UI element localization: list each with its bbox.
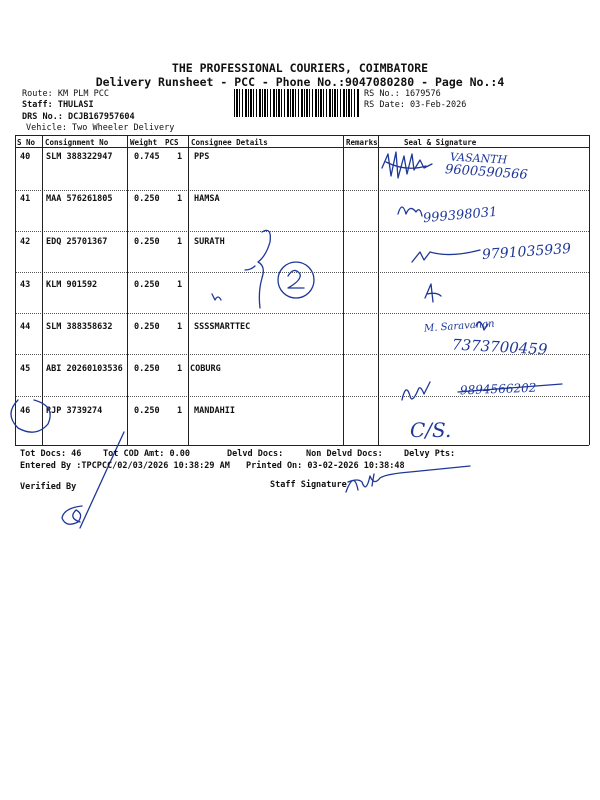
bracket-mark (258, 230, 270, 308)
row-sno: 41 (20, 194, 31, 204)
verified-signature (62, 506, 82, 524)
row-weight: 0.250 (134, 280, 160, 290)
total-cod: Tot COD Amt: 0.00 (103, 449, 190, 459)
row-consignment: EDQ 25701367 (46, 237, 108, 247)
row-consignment: MAA 576261805 (46, 194, 113, 204)
row-divider (15, 190, 589, 191)
handwritten-name: VASANTH (449, 150, 508, 167)
delivery-points: Delvy Pts: (404, 449, 456, 459)
col-header-seal: Seal & Signature (404, 138, 477, 147)
col-header-remarks: Remarks (346, 138, 378, 147)
row-sno: 43 (20, 280, 31, 290)
vehicle-label: Vehicle: Two Wheeler Delivery (26, 123, 175, 133)
printed-on: Printed On: 03-02-2026 10:38:48 (246, 461, 405, 471)
runsheet-subtitle: Delivery Runsheet - PCC - Phone No.:9047080280 - Page No.:4 (95, 75, 505, 89)
row-pcs: 1 (177, 322, 183, 332)
row-pcs: 1 (177, 406, 183, 416)
col-border (589, 135, 590, 445)
row-weight: 0.250 (134, 194, 160, 204)
row-divider (15, 231, 589, 232)
col-border (343, 135, 344, 445)
barcode (234, 89, 360, 117)
table-top-border (15, 135, 589, 136)
signature-scribble (425, 284, 441, 302)
bracket-mark (245, 266, 255, 270)
row-consignment: SLM 388322947 (46, 152, 113, 162)
handwritten-phone: 7373700459 (451, 335, 548, 359)
row-divider (15, 396, 589, 397)
row-consignment: KLM 901592 (46, 280, 98, 290)
delivered-docs: Delvd Docs: (227, 449, 284, 459)
row-pcs: 1 (177, 194, 183, 204)
row-pcs: 1 (177, 364, 183, 374)
row-weight: 0.745 (134, 152, 160, 162)
diagonal-line (80, 432, 124, 528)
row-consignee: PPS (194, 152, 210, 162)
signature-scribble (412, 250, 480, 262)
col-header-weight: Weight (130, 138, 158, 147)
handwritten-phone: 999398031 (422, 204, 498, 227)
row-consignee: HAMSA (194, 194, 220, 204)
row-weight: 0.250 (134, 322, 160, 332)
verified-by-label: Verified By (20, 482, 77, 492)
entered-by: Entered By :TPCPCC/02/03/2026 10:38:29 AM (20, 461, 230, 471)
signature-scribble (382, 152, 432, 178)
row-consignee: SSSSMARTTEC (194, 322, 251, 332)
col-header-pcs: PCS (165, 138, 179, 147)
signature-scribble (402, 382, 430, 400)
staff-label: Staff: THULASI (22, 100, 94, 110)
staff-signature-label: Staff Signature (270, 480, 347, 490)
row-pcs: 1 (177, 280, 183, 290)
row-consignee: MANDAHII (194, 406, 235, 416)
staff-signature (372, 474, 374, 486)
drs-label: DRS No.: DCJB167957604 (22, 112, 135, 122)
signature-scribble (398, 207, 422, 216)
row-sno: 45 (20, 364, 31, 374)
circle-mark (11, 400, 50, 432)
row-sno: 44 (20, 322, 31, 332)
col-border (15, 135, 16, 445)
col-border (188, 135, 189, 445)
row-divider (15, 272, 589, 273)
row-weight: 0.250 (134, 406, 160, 416)
handwritten-phone: 9791035939 (481, 240, 572, 264)
row-sno: 46 (20, 406, 31, 416)
handwritten-phone: 9600590566 (444, 162, 529, 183)
small-mark (212, 294, 221, 300)
row-weight: 0.250 (134, 364, 160, 374)
rs-number: RS No.: 1679576 (364, 89, 441, 99)
row-consignee: SURATH (194, 237, 225, 247)
total-docs: Tot Docs: 46 (20, 449, 82, 459)
non-delivered-docs: Non Delvd Docs: (306, 449, 383, 459)
company-title: THE PROFESSIONAL COURIERS, COIMBATORE (171, 61, 429, 75)
col-header-consignee: Consignee Details (191, 138, 268, 147)
circled-number (278, 262, 314, 298)
handwritten-phone: 9894566202 (459, 380, 537, 398)
handwritten-name: M. Saravanan (423, 318, 495, 335)
header-bottom-border (15, 147, 589, 148)
row-weight: 0.250 (134, 237, 160, 247)
route-label: Route: KM PLM PCC (22, 89, 109, 99)
row-pcs: 1 (177, 237, 183, 247)
row-sno: 40 (20, 152, 31, 162)
handwritten-cs: C/S. (410, 418, 452, 442)
row-divider (15, 313, 589, 314)
col-border (42, 135, 43, 445)
signature-scribble (386, 162, 426, 168)
row-sno: 42 (20, 237, 31, 247)
row-pcs: 1 (177, 152, 183, 162)
row-consignment: SLM 388358632 (46, 322, 113, 332)
col-header-consignment: Consignment No (45, 138, 109, 147)
col-header-sno: S No (17, 138, 36, 147)
table-bottom-border (15, 445, 589, 446)
rs-date: RS Date: 03-Feb-2026 (364, 100, 467, 110)
col-border (127, 135, 128, 445)
row-consignment: RJP 3739274 (46, 406, 103, 416)
row-consignee: COBURG (190, 364, 221, 374)
circled-number (288, 270, 304, 288)
row-consignment: ABI 20260103536 (46, 364, 123, 374)
col-border (378, 135, 379, 445)
